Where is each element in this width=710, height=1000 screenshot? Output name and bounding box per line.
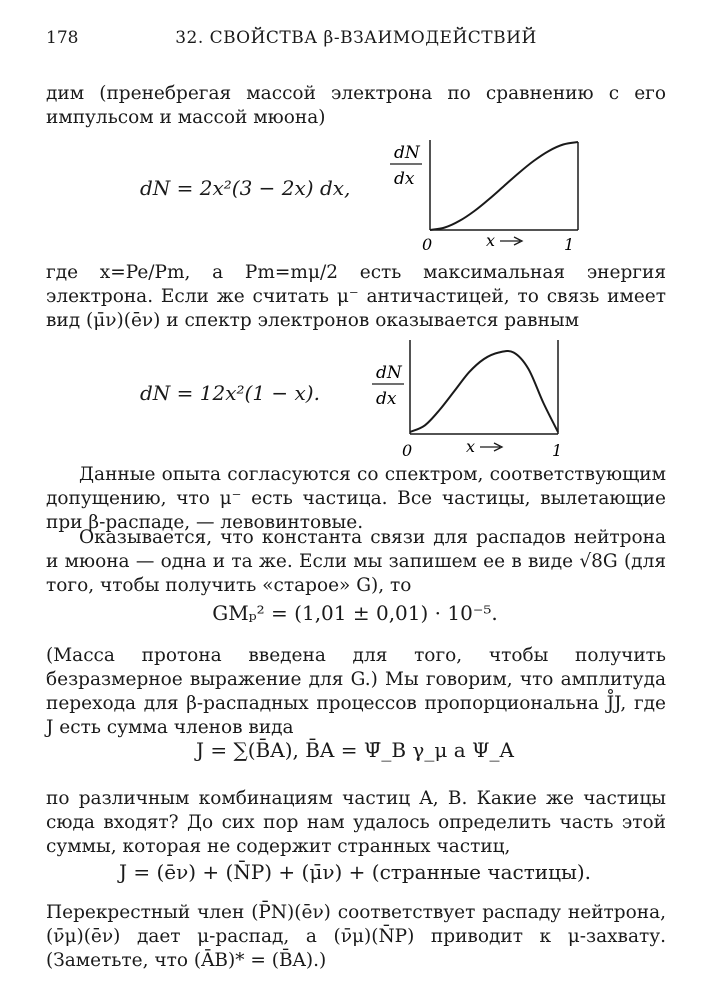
graph2-end-label: 1 <box>552 441 563 460</box>
paragraph-6: по различным комбинациям частиц A, B. Какие же частицы сюда входят? До сих пор нам удалось определить часть этой суммы, которая не содержит странных частиц, <box>46 788 666 857</box>
graph2-ylabel-bottom: dx <box>376 389 397 409</box>
spectrum-graph-1 <box>378 136 598 256</box>
equation-spectrum-1: dN = 2x²(3 − 2x) dx, <box>140 176 351 200</box>
equation-current-sum: J = ∑(B̄A), B̄A = Ψ̄_B γ_μ a Ψ_A <box>195 738 514 762</box>
equation-spectrum-2: dN = 12x²(1 − x). <box>140 381 320 405</box>
paragraph-2: где x=Pe/Pm, а Pm=mμ/2 есть максимальная энергия электрона. Если же считать μ⁻ античастицей, то связь имеет вид (μ̄ν)(ēν) и спектр электронов оказывается равным <box>46 262 666 331</box>
paragraph-1: дим (пренебрегая массой электрона по сравнению с его импульсом и массой мюона) <box>46 83 666 128</box>
graph1-ylabel-bottom: dx <box>394 169 415 189</box>
spectrum-graph-2 <box>366 336 586 460</box>
graph1-spectrum-curve <box>430 142 578 230</box>
paragraph-5: (Масса протона введена для того, чтобы получить безразмерное выражение для G.) Мы говорим, что амплитуда перехода для β-распадных процессов пропорциональна J̊J, где J есть сумма членов вида <box>46 645 666 738</box>
equation-coupling: GMₚ² = (1,01 ± 0,01) · 10⁻⁵. <box>212 601 498 625</box>
page-header <box>46 28 666 52</box>
graph2-origin-label: 0 <box>402 441 413 460</box>
equation-current-terms: J = (ēν) + (N̄P) + (μ̄ν) + (странные частицы). <box>118 860 592 884</box>
graph2-ylabel-top: dN <box>376 363 402 383</box>
graph2-spectrum-curve <box>410 351 558 432</box>
paragraph-4: Оказывается, что константа связи для распадов нейтрона и мюона — одна и та же. Если мы запишем ее в виде √8G (для того, чтобы получить «старое» G), то <box>46 527 666 596</box>
paragraph-3: Данные опыта согласуются со спектром, соответствующим допущению, что μ⁻ есть частица. Все частицы, вылетающие при β-распаде, — левовинтовые. <box>46 464 666 533</box>
section-title: 32. СВОЙСТВА β-ВЗАИМОДЕЙСТВИЙ <box>175 28 537 48</box>
page-number: 178 <box>46 28 79 48</box>
graph1-origin-label: 0 <box>422 235 433 254</box>
graph2-x-label: x <box>466 437 476 456</box>
paragraph-7: Перекрестный член (P̄N)(ēν) соответствует распаду нейтрона, (ν̄μ)(ēν) дает μ-распад, а (ν̄μ)(N̄P) приводит к μ-захвату. (Заметьте, что (ĀB)* = (B̄A).) <box>46 902 666 971</box>
graph1-ylabel-top: dN <box>394 143 420 163</box>
graph1-x-label: x <box>486 231 496 250</box>
graph1-end-label: 1 <box>564 235 575 254</box>
